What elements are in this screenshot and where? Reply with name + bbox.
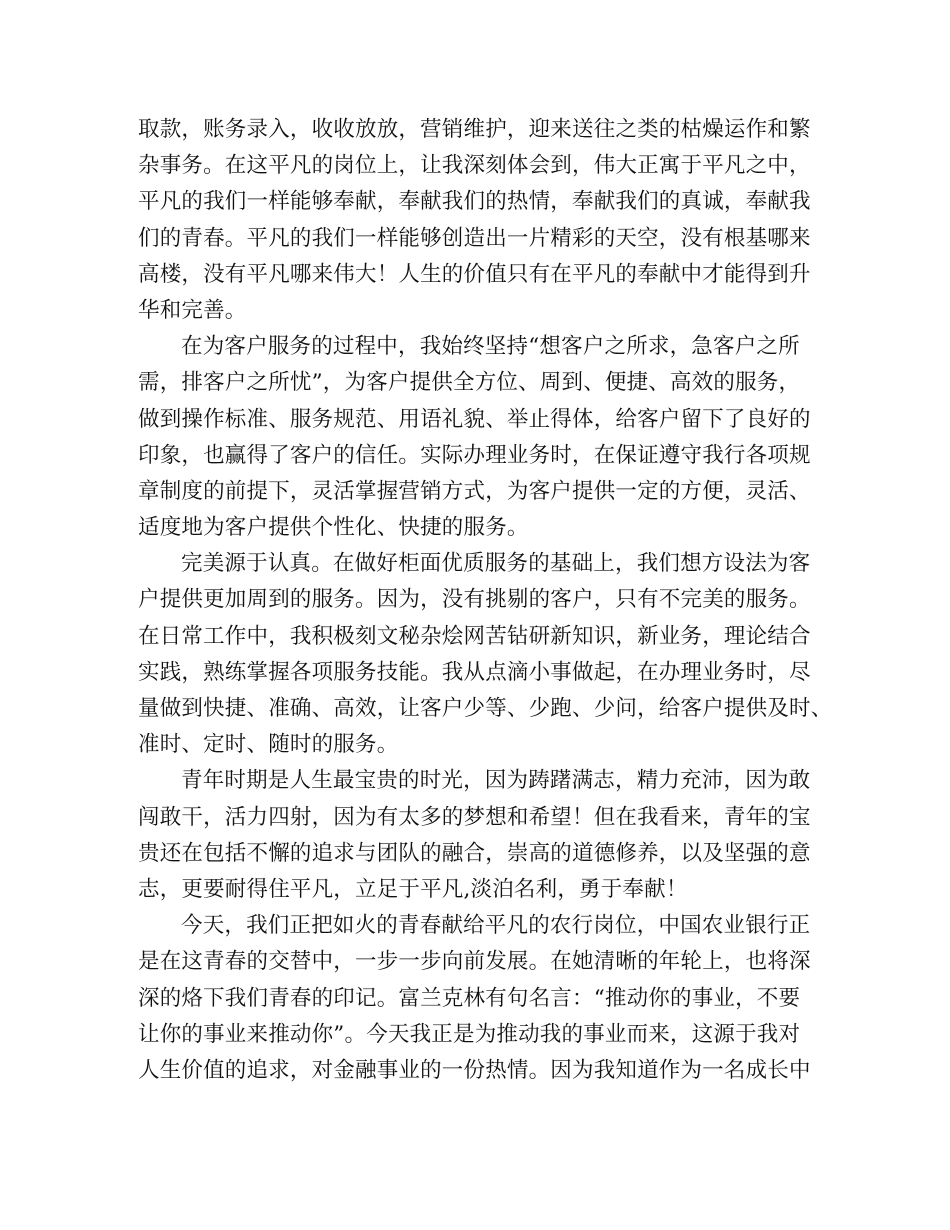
- text-line: 志，更要耐得住平凡，立足于平凡,淡泊名利，勇于奉献！: [138, 876, 688, 902]
- paragraph-2: [138, 329, 838, 546]
- paragraph-1: [138, 112, 838, 329]
- text-line: 平凡的我们一样能够奉献，奉献我们的热情，奉献我们的真诚，奉献我: [138, 189, 811, 215]
- text-line: 完美源于认真。在做好柜面优质服务的基础上，我们想方设法为客: [181, 551, 811, 577]
- text-line: 印象，也赢得了客户的信任。实际办理业务时，在保证遵守我行各项规: [138, 442, 811, 468]
- text-line: 高楼，没有平凡哪来伟大！人生的价值只有在平凡的奉献中才能得到升: [138, 261, 811, 287]
- paragraph-3: [138, 546, 838, 763]
- text-line: 是在这青春的交替中，一步一步向前发展。在她清晰的年轮上，也将深: [138, 949, 811, 975]
- text-line: 在为客户服务的过程中，我始终坚持“想客户之所求，急客户之所: [181, 334, 800, 360]
- text-line: 青年时期是人生最宝贵的时光，因为踌躇满志，精力充沛，因为敢: [181, 768, 811, 794]
- text-line: 章制度的前提下，灵活掌握营销方式，为客户提供一定的方便，灵活、: [138, 478, 811, 504]
- document-body: [138, 112, 838, 1089]
- text-line: 取款，账务录入，收收放放，营销维护，迎来送往之类的枯燥运作和繁: [138, 117, 811, 142]
- text-line: 量做到快捷、准确、高效，让客户少等、少跑、少问，给客户提供及时、: [138, 696, 833, 721]
- text-line: 贵还在包括不懈的追求与团队的融合，崇高的道德修养，以及坚强的意: [138, 840, 811, 866]
- text-line: 需，排客户之所忧”，为客户提供全方位、周到、便捷、高效的服务，: [138, 370, 801, 396]
- text-line: 做到操作标准、服务规范、用语礼貌、举止得体，给客户留下了良好的: [138, 406, 811, 432]
- text-line: 华和完善。: [138, 297, 247, 323]
- text-line: 适度地为客户提供个性化、快捷的服务。: [138, 515, 529, 541]
- text-line: 户提供更加周到的服务。因为，没有挑剔的客户，只有不完美的服务。: [138, 587, 811, 613]
- text-line: 今天，我们正把如火的青春献给平凡的农行岗位，中国农业银行正: [181, 913, 811, 939]
- text-line: 在日常工作中，我积极刻文秘杂烩网苦钻研新知识，新业务，理论结合: [138, 623, 811, 649]
- text-line: 让你的事业来推动你”。今天我正是为推动我的事业而来，这源于我对: [138, 1021, 801, 1047]
- text-line: 深的烙下我们青春的印记。富兰克林有句名言：“推动你的事业，不要: [138, 985, 801, 1011]
- text-line: 人生价值的追求，对金融事业的一份热情。因为我知道作为一名成长中: [138, 1057, 811, 1083]
- text-line: 实践，熟练掌握各项服务技能。我从点滴小事做起，在办理业务时，尽: [138, 659, 811, 685]
- text-line: 们的青春。平凡的我们一样能够创造出一片精彩的天空，没有根基哪来: [138, 225, 811, 251]
- text-line: 杂事务。在这平凡的岗位上，让我深刻体会到，伟大正寓于平凡之中，: [138, 153, 811, 179]
- text-line: 闯敢干，活力四射，因为有太多的梦想和希望！但在我看来，青年的宝: [138, 804, 811, 830]
- text-line: 准时、定时、随时的服务。: [138, 732, 399, 758]
- paragraph-5: [138, 908, 838, 1089]
- paragraph-4: [138, 763, 838, 908]
